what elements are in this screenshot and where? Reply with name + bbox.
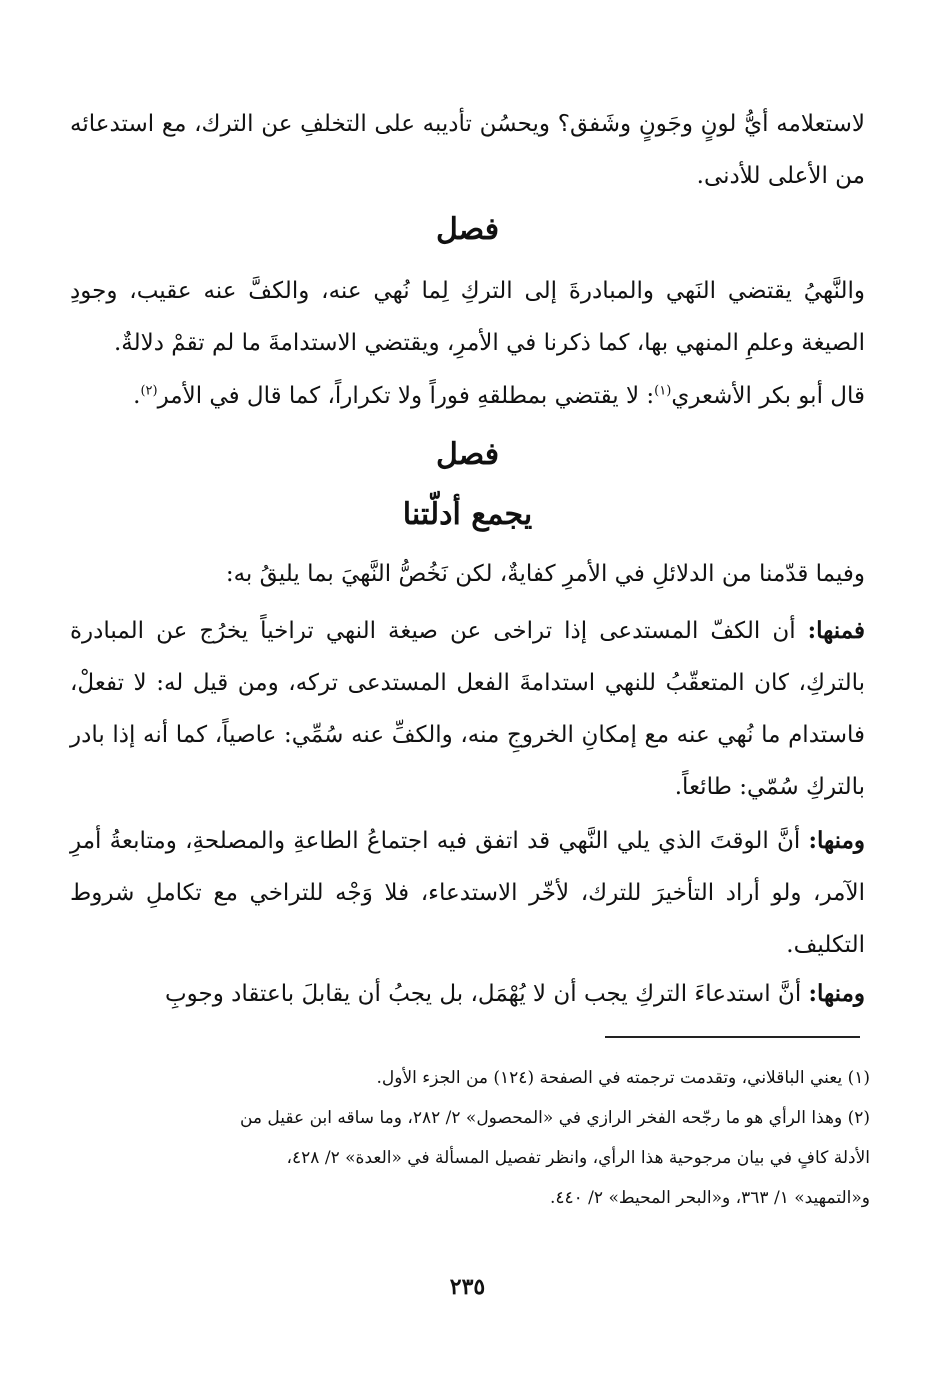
- section-heading-fasl-2: فصل: [435, 437, 500, 472]
- evidence-lead-1: فمنها:: [807, 617, 865, 644]
- paragraph-intro-evidence: وفيما قدّمنا من الدلائلِ في الأمرِ كفايةٌ، لكن نَخُصُّ النَّهيَ بما يليقُ به:: [225, 561, 865, 587]
- ashari-text-1: قال أبو بكر الأشعري: [671, 383, 865, 409]
- paragraph-evidence-2: [70, 815, 865, 971]
- evidence-text-1: أن الكفّ المستدعى إذا تراخى عن صيغة النهي تراخياً يخرُج عن المبادرة بالتركِ، كان المتعقّبُ للنهي استدامةَ الفعل المستدعى تركه، ومن قيل له: لا تفعلْ، فاستدام ما نُهي عنه مع إمكانِ الخروجِ منه، والكفِّ عنه سُمِّي: عاصياً، كما أنه إذا بادر بالتركِ سُمّي: طائعاً.: [70, 618, 865, 800]
- paragraph-ashari: [70, 370, 865, 422]
- footnote-2-line-2: الأدلة كافٍ في بيان مرجوحية هذا الرأي، وانظر تفصيل المسألة في «العدة» ٢/ ٤٢٨،: [286, 1148, 870, 1168]
- footnote-ref-2: (٢): [140, 383, 158, 399]
- footnote-1: (١) يعني الباقلاني، وتقدمت ترجمته في الصفحة (١٢٤) من الجزء الأول.: [376, 1068, 870, 1088]
- ashari-text-3: .: [133, 383, 141, 409]
- ashari-text-2: : لا يقتضي بمطلقهِ فوراً ولا تكراراً، كما قال في الأمر: [157, 383, 655, 409]
- evidence-text-3: أنَّ استدعاءَ التركِ يجب أن لا يُهْمَل، بل يجبُ أن يقابلَ باعتقاد وجوبِ: [165, 981, 809, 1007]
- paragraph-evidence-1: [70, 605, 865, 813]
- footnote-ref-1: (١): [654, 383, 672, 399]
- section-subheading-adillatuna: يجمع أدلّتنا: [402, 497, 533, 532]
- page-number: ٢٣٥: [449, 1274, 486, 1300]
- section-heading-fasl-1: فصل: [435, 212, 500, 247]
- paragraph-evidence-3: [70, 968, 865, 1020]
- paragraph-nahy: والنَّهيُ يقتضي النَهي والمبادرةَ إلى التركِ لِما نُهي عنه، والكفَّ عنه عقيب، وجودِ الصيغة وعلمِ المنهي بها، كما ذكرنا في الأمرِ، ويقتضي الاستدامةَ ما لم تقمْ دلالةٌ.: [70, 278, 865, 356]
- evidence-text-2: أنَّ الوقتَ الذي يلي النَّهي قد اتفق فيه اجتماعُ الطاعةِ والمصلحةِ، ومتابعةُ أمرِ الآمر، ولو أراد التأخيرَ للترك، لأخّر الاستدعاء، فلا وَجْه للتراخي مع تكاملِ شروط التكليف.: [70, 828, 865, 958]
- footnote-2-line-1: (٢) وهذا الرأي هو ما رجّحه الفخر الرازي في «المحصول» ٢/ ٢٨٢، وما ساقه ابن عقيل من: [239, 1108, 870, 1128]
- evidence-lead-2: ومنها:: [808, 827, 865, 854]
- paragraph-continuation: لاستعلامه أيُّ لونٍ وجَونٍ وشَفق؟ ويحسُن تأديبه على التخلفِ عن الترك، مع استدعائه من الأعلى للأدنى.: [70, 111, 865, 189]
- evidence-lead-3: ومنها:: [808, 980, 865, 1007]
- footnote-2-line-3: و«التمهيد» ١/ ٣٦٣، و«البحر المحيط» ٢/ ٤٤٠.: [549, 1188, 870, 1208]
- footnote-separator: [605, 1036, 860, 1038]
